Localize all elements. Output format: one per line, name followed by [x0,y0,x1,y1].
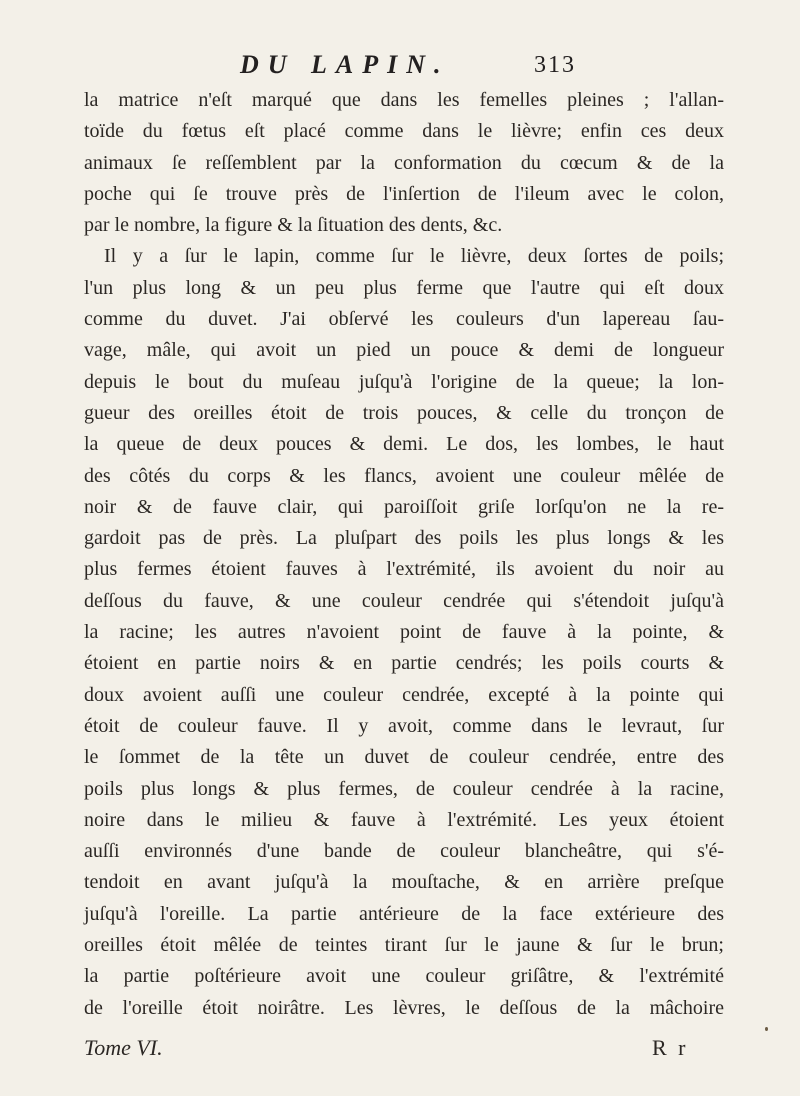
page-number: 313 [534,52,576,78]
text-line: gardoit pas de près. La pluſpart des poils les plus longs & les [84,527,724,550]
text-line: oreilles étoit mêlée de teintes tirant ſur le jaune & ſur le brun; [84,934,724,957]
text-line: plus fermes étoient fauves à l'extrémité, ils avoient du noir au [84,558,724,581]
text-line: gueur des oreilles étoit de trois pouces, & celle du tronçon de [84,401,724,424]
signature-mark: R r [652,1035,689,1060]
text-line: étoit de couleur fauve. Il y avoit, comme dans le levraut, ſur [84,714,724,737]
text-line: étoient en partie noirs & en partie cendrés; les poils courts & [84,652,724,675]
text-line: auſſi environnés d'une bande de couleur blancheâtre, qui s'é- [84,840,724,863]
page-footer [0,1035,800,1065]
text-line: vage, mâle, qui avoit un pied un pouce & demi de longueur [84,339,724,362]
text-line: la racine; les autres n'avoient point de fauve à la pointe, & [84,621,724,644]
running-title: DU LAPIN. [240,50,450,79]
text-line: noir & de fauve clair, qui paroiſſoit griſe lorſqu'on ne la re- [84,495,724,518]
text-line: deſſous du fauve, & une couleur cendrée qui s'étendoit juſqu'à [84,589,724,612]
paper-speck [765,1027,768,1031]
text-line: juſqu'à l'oreille. La partie antérieure de la face extérieure des [84,902,724,925]
text-line: poils plus longs & plus fermes, de couleur cendrée à la racine, [84,777,724,800]
text-line: la queue de deux pouces & demi. Le dos, les lombes, le haut [84,433,724,456]
running-head [0,50,800,90]
volume-label: Tome VI. [84,1035,163,1060]
text-line: toïde du fœtus eſt placé comme dans le lièvre; enfin ces deux [84,120,724,143]
text-line: par le nombre, la figure & la ſituation des dents, &c. [84,214,503,237]
text-line: animaux ſe reſſemblent par la conformation du cœcum & de la [84,151,724,174]
text-line: Il y a ſur le lapin, comme ſur le lièvre, deux ſortes de poils; [104,245,724,268]
text-line: l'un plus long & un peu plus ferme que l'autre qui eſt doux [84,276,724,299]
text-line: de l'oreille étoit noirâtre. Les lèvres, le deſſous de la mâchoire [84,996,724,1019]
text-line: le ſommet de la tête un duvet de couleur cendrée, entre des [84,746,724,769]
text-line: des côtés du corps & les flancs, avoient une couleur mêlée de [84,464,724,487]
text-line: depuis le bout du muſeau juſqu'à l'origine de la queue; la lon- [84,370,724,393]
text-line: la partie poſtérieure avoit une couleur griſâtre, & l'extrémité [84,965,724,988]
text-line: la matrice n'eſt marqué que dans les femelles pleines ; l'allan- [84,89,724,111]
text-line: noire dans le milieu & fauve à l'extrémité. Les yeux étoient [84,808,724,831]
text-line: comme du duvet. J'ai obſervé les couleurs d'un lapereau ſau- [84,308,724,331]
text-line: poche qui ſe trouve près de l'inſertion de l'ileum avec le colon, [84,182,724,205]
body-text [84,85,724,1024]
text-line: doux avoient auſſi une couleur cendrée, excepté à la pointe qui [84,683,724,706]
text-line: tendoit en avant juſqu'à la mouſtache, & en arrière preſque [84,871,724,894]
